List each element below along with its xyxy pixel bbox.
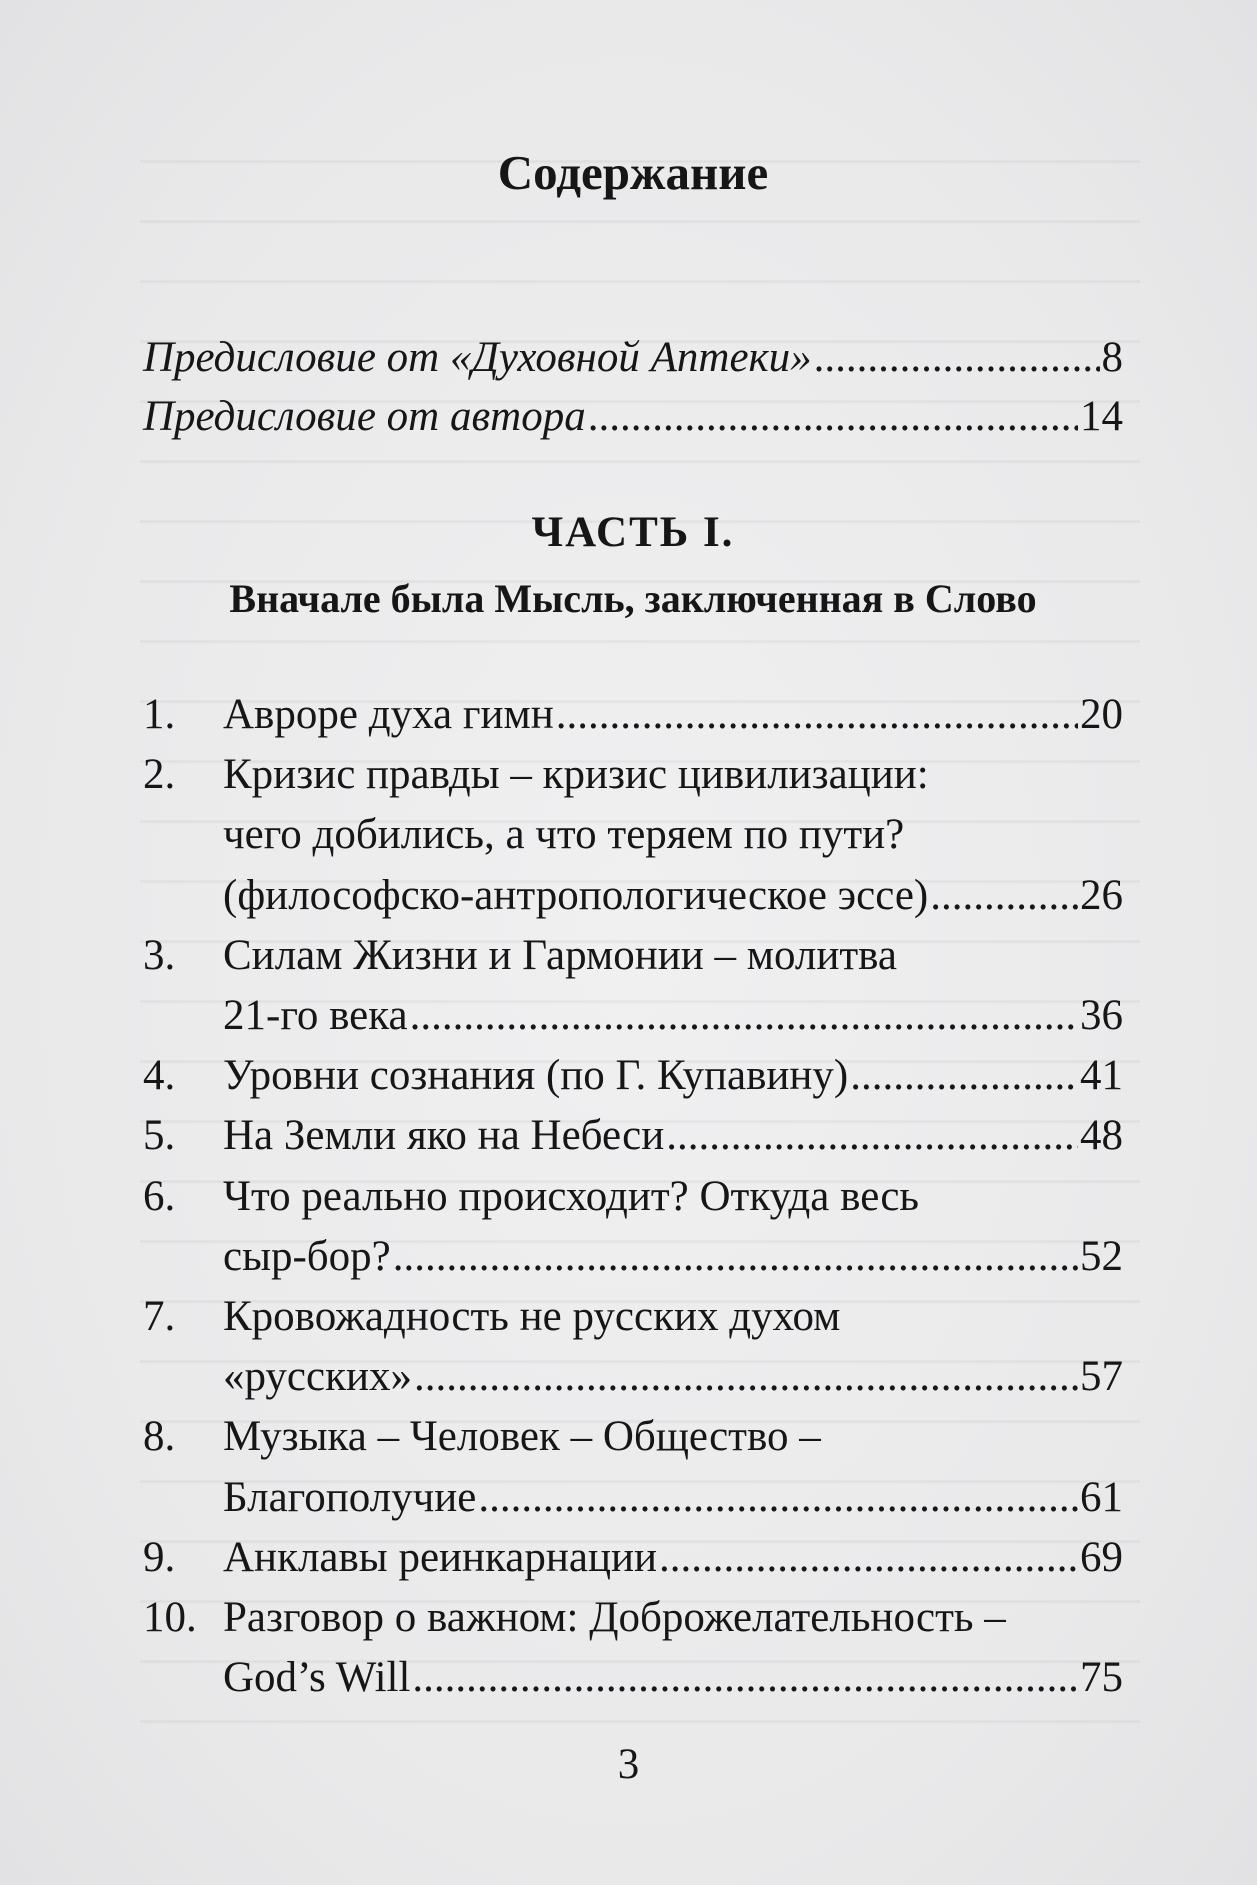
entry-title-line: [223, 1473, 1123, 1522]
leader-dots: [659, 1533, 1078, 1582]
entry-page: 75: [1080, 1654, 1123, 1702]
entry-title-line: [223, 1292, 1123, 1341]
page-number: 3: [617, 1741, 640, 1788]
leader-dots: [393, 1232, 1078, 1281]
entry-title-text: 21-го века: [223, 991, 408, 1039]
preface-page: 8: [1101, 334, 1123, 381]
entry-title-line: [223, 871, 1123, 920]
entry-title-line: [223, 690, 1123, 739]
entry-title-line: [223, 1593, 1123, 1642]
leader-dots: [850, 1051, 1078, 1100]
entry-number: 8.: [143, 1413, 176, 1461]
preface-page: 14: [1080, 393, 1123, 440]
entry-title-line: [223, 1051, 1123, 1100]
entry-title-line: [223, 750, 1123, 799]
entry-page: 61: [1080, 1473, 1123, 1521]
entry-title-text: чего добились, а что теряем по пути?: [223, 811, 905, 859]
entry-page: 26: [1080, 871, 1123, 919]
leader-dots: [814, 333, 1100, 382]
entry-title-line: [223, 931, 1123, 980]
entry-title-text: God’s Will: [223, 1654, 411, 1702]
entry-title-text: (философско-антропологическое эссе): [223, 871, 929, 919]
entry-title-text: Благополучие: [223, 1473, 477, 1521]
entry-title-line: [223, 1172, 1123, 1221]
preface-entry: [143, 392, 1123, 441]
entry-title-line: [223, 1352, 1123, 1401]
entry-page: 48: [1080, 1112, 1123, 1160]
leader-dots: [412, 1653, 1078, 1702]
entry-title-text: Разговор о важном: Доброжелательность –: [223, 1594, 1006, 1641]
entry-title-text: Анклавы реинкарнации: [223, 1533, 658, 1581]
entry-title-text: сыр-бор?: [223, 1232, 391, 1280]
entry-title-text: «русских»: [223, 1353, 413, 1401]
entry-title-line: [223, 1232, 1123, 1281]
entry-number: 7.: [143, 1293, 176, 1340]
part-subtitle: Вначале была Мысль, заключенная в Слово: [229, 576, 1037, 621]
entry-title-line: [223, 810, 1123, 859]
preface-title: Предисловие от автора: [143, 393, 586, 440]
preface-title: Предисловие от «Духовной Аптеки»: [143, 334, 812, 381]
entry-title-text: Силам Жизни и Гармонии – молитва: [223, 931, 897, 979]
leader-dots: [410, 991, 1078, 1040]
preface-entry: [143, 333, 1123, 382]
entry-number: 9.: [143, 1533, 176, 1581]
entry-title-text: На Земли яко на Небеси: [223, 1112, 665, 1160]
entry-title-text: Кровожадность не русских духом: [223, 1293, 841, 1340]
entry-number: 4.: [143, 1052, 176, 1100]
entry-page: 52: [1080, 1232, 1123, 1280]
leader-dots: [666, 1111, 1078, 1160]
leader-dots: [588, 392, 1078, 441]
entry-page: 69: [1080, 1533, 1123, 1581]
entry-number: 3.: [143, 931, 176, 979]
leader-dots: [930, 871, 1078, 920]
entry-number: 1.: [143, 691, 176, 738]
entry-title-text: Уровни сознания (по Г. Купавину): [223, 1052, 849, 1100]
entry-number: 5.: [143, 1112, 176, 1160]
entry-number: 10.: [143, 1594, 197, 1641]
contents-heading: Содержание: [497, 145, 769, 200]
entry-page: 20: [1080, 691, 1123, 738]
leader-dots: [414, 1352, 1078, 1401]
entry-title-text: Что реально происходит? Откуда весь: [223, 1172, 920, 1220]
part-label: ЧАСТЬ I.: [531, 509, 735, 556]
entry-title-line: [223, 991, 1123, 1040]
entry-page: 36: [1080, 991, 1123, 1039]
entry-title-text: Кризис правды – кризис цивилизации:: [223, 751, 929, 799]
entry-number: 2.: [143, 751, 176, 799]
entry-title-line: [223, 1412, 1123, 1461]
entry-number: 6.: [143, 1172, 176, 1220]
leader-dots: [478, 1473, 1078, 1522]
entry-title-text: Авроре духа гимн: [223, 691, 554, 738]
entry-title-line: [223, 1533, 1123, 1582]
leader-dots: [556, 690, 1078, 739]
entry-title-line: [223, 1111, 1123, 1160]
entry-page: 41: [1080, 1052, 1123, 1100]
entry-title-line: [223, 1653, 1123, 1702]
entry-title-text: Музыка – Человек – Общество –: [223, 1413, 821, 1461]
entry-page: 57: [1080, 1353, 1123, 1401]
